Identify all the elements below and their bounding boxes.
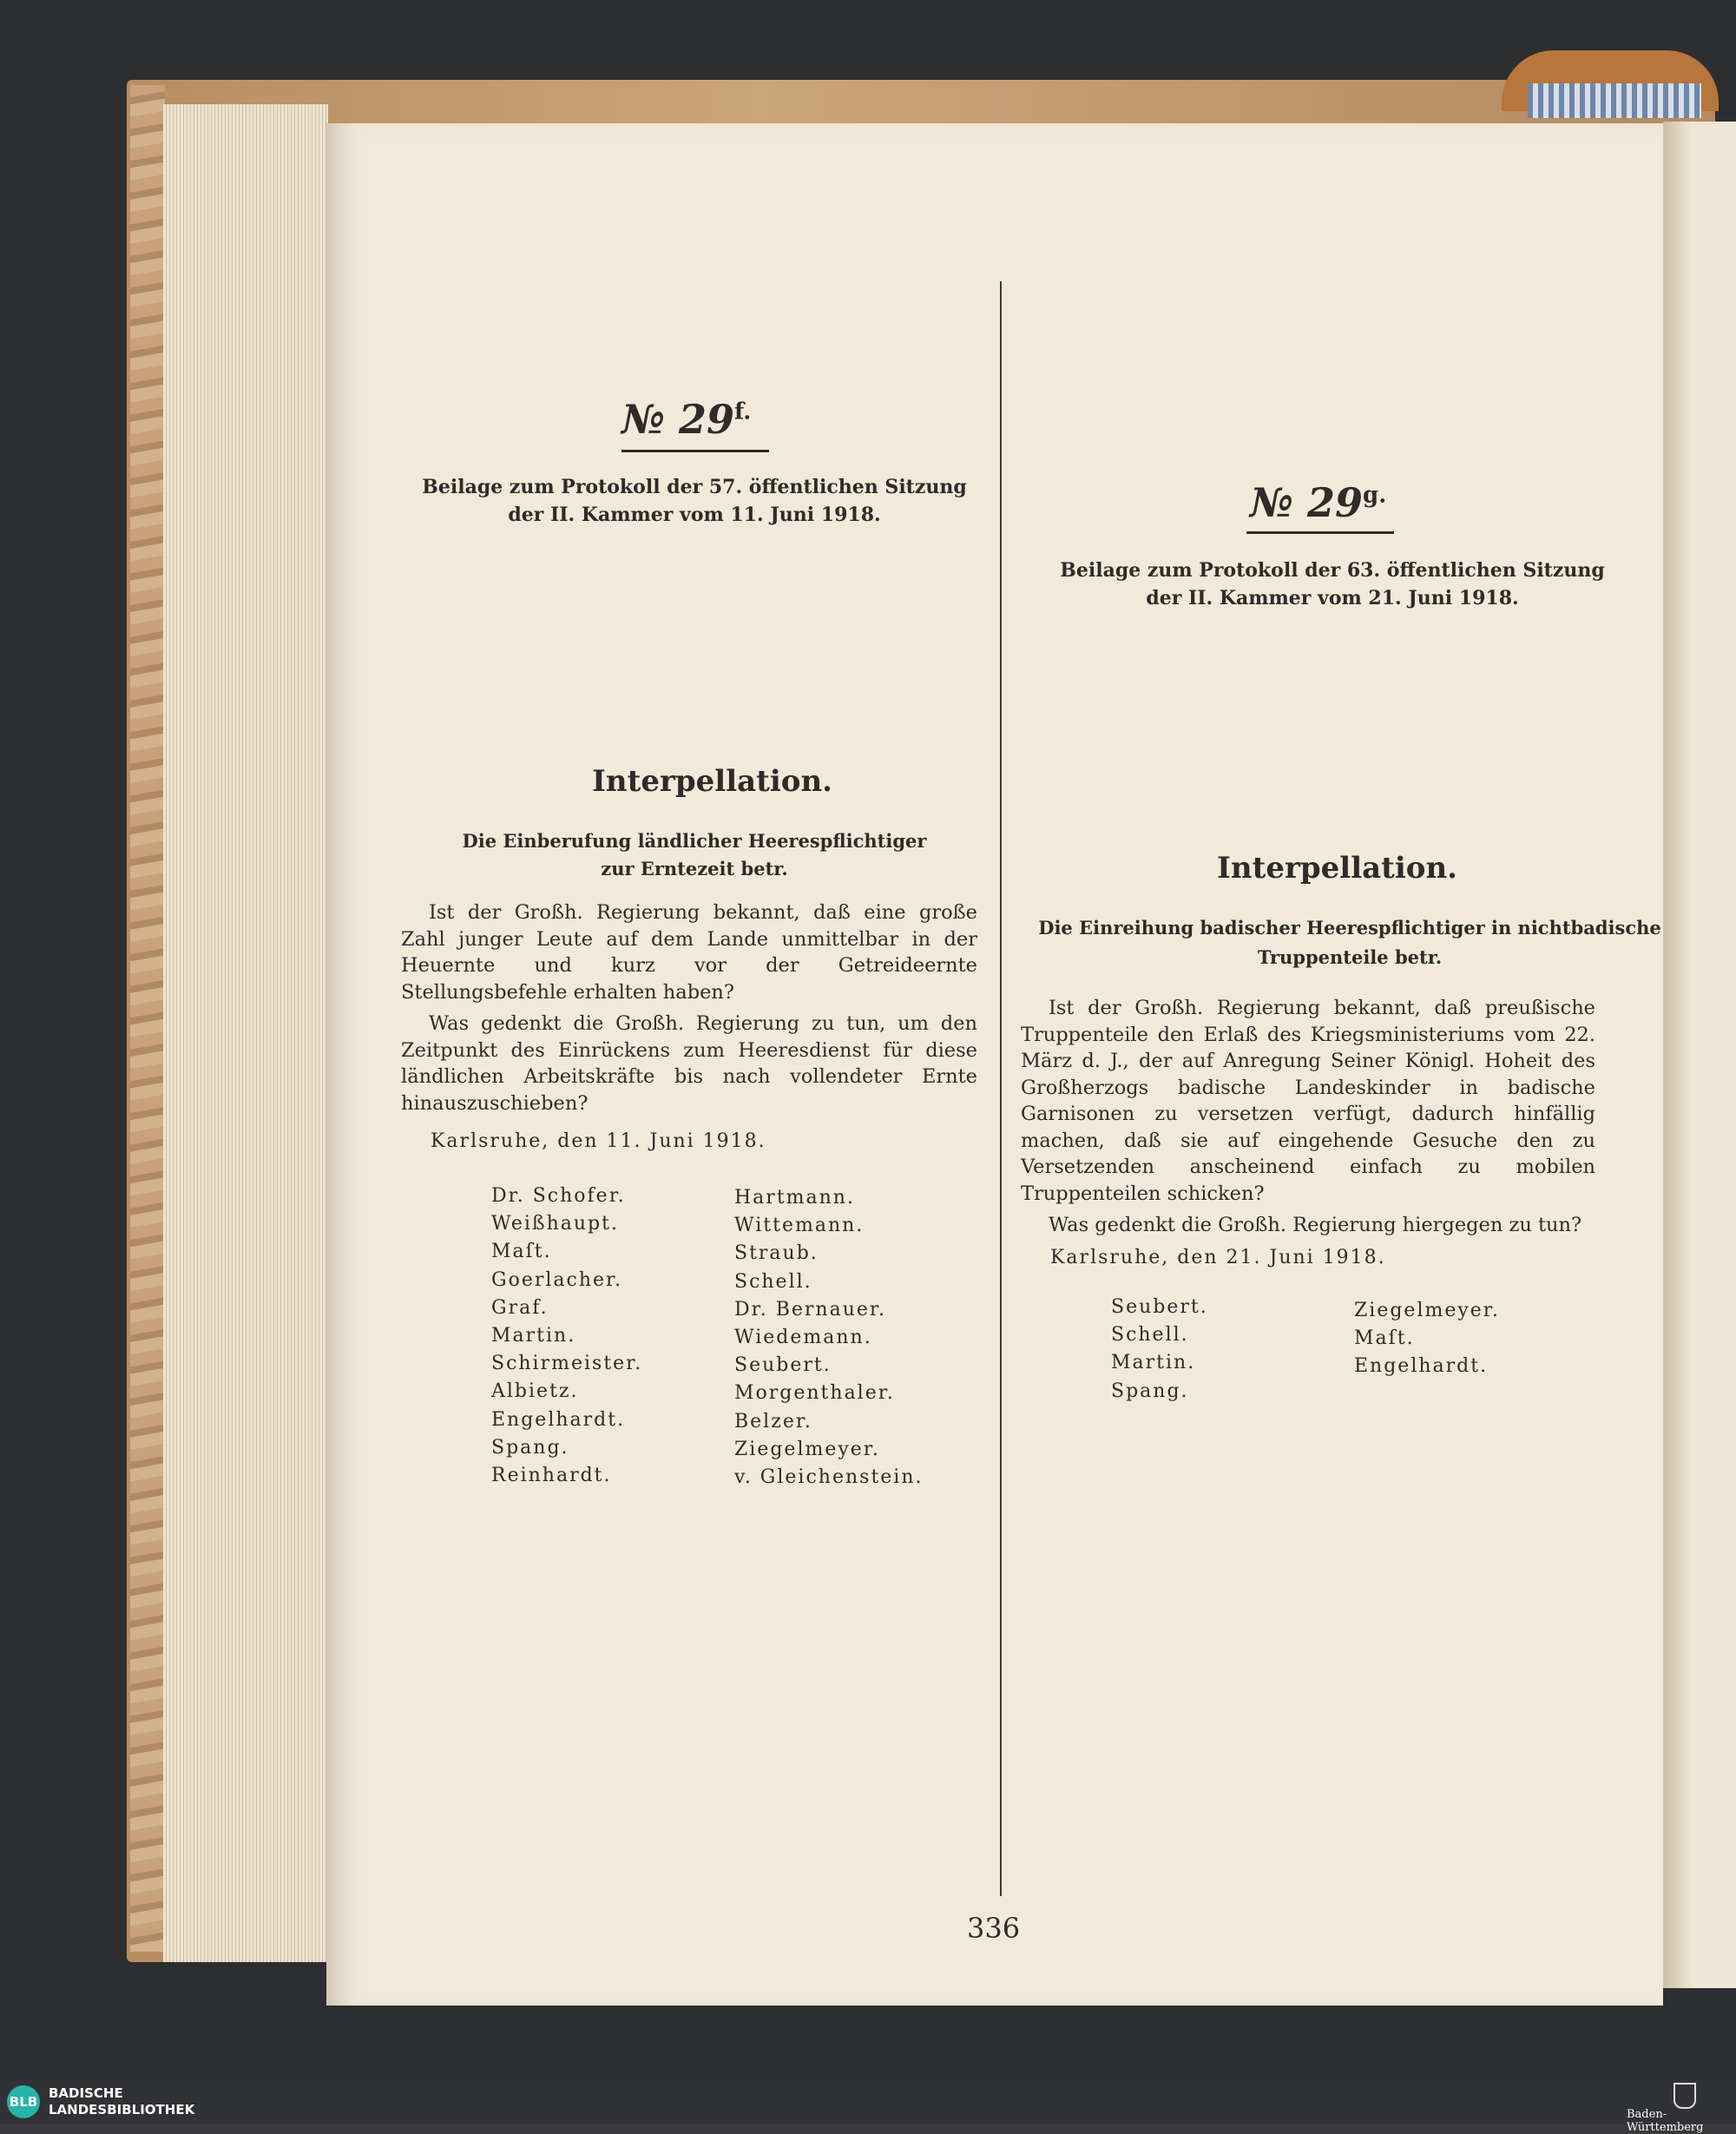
- state-crest-icon: [1674, 2083, 1696, 2109]
- library-name-line2: LANDESBIBLIOTHEK: [49, 2102, 195, 2118]
- body-text-right: [1021, 995, 1595, 1239]
- signer: Wittemann.: [734, 1215, 865, 1237]
- paragraph-2-right: Was gedenkt die Großh. Regierung hiergegen zu tun?: [1049, 1214, 1582, 1236]
- signer: Ziegelmeyer.: [734, 1438, 880, 1460]
- signers-col2-right: [1354, 1297, 1500, 1381]
- paragraph-2-left: Was gedenkt die Großh. Regierung zu tun, um den Zeitpunkt des Einrückens zum Heeresdienst für diese ländlichen Arbeitskräfte bis nach vollendeter Ernte hinauszuschieben?: [401, 1012, 977, 1115]
- page-edges: [163, 104, 328, 1962]
- subhead-line1-right: Die Einreihung badischer Heerespflichtiger in nichtbadische: [1038, 917, 1661, 939]
- bookmark-cloth: [1528, 83, 1701, 118]
- signer: Seubert.: [1111, 1296, 1208, 1318]
- signer: Wiedemann.: [734, 1327, 872, 1349]
- state-name: Baden-Württemberg: [1627, 2108, 1704, 2134]
- page-number: 336: [967, 1912, 1021, 1945]
- beilage-line1-right: Beilage zum Protokoll der 63. öffentlichen Sitzung: [1060, 559, 1605, 582]
- signer: Engelhardt.: [1354, 1355, 1489, 1378]
- signer: Martin.: [1111, 1352, 1196, 1374]
- document-number-right: № $29^{g.}$: [1250, 479, 1387, 526]
- signer: Belzer.: [734, 1410, 812, 1433]
- signer: Schell.: [1111, 1324, 1189, 1347]
- signer: Straub.: [734, 1242, 819, 1265]
- signer: Spang.: [1111, 1380, 1189, 1402]
- beilage-line1-left: Beilage zum Protokoll der 57. öffentlichen Sitzung: [422, 476, 967, 498]
- signer: v. Gleichenstein.: [734, 1466, 924, 1489]
- paragraph-1-right: Ist der Großh. Regierung bekannt, daß preußische Truppenteile den Erlaß des Kriegsministeriums vom 22. März d. J., der auf Anregung Seiner Königl. Hoheit des Großherzogs badische Landeskinder in badische Garnisonen zu versetzen verfügt, dadurch hinfällig machen, daß sie auf eingehende Gesuche den zu Versetzenden anscheinend einfach zu mobilen Truppenteilen schicken?: [1021, 997, 1595, 1205]
- library-name[interactable]: [49, 2085, 194, 2118]
- signers-col2-left: [734, 1184, 924, 1492]
- signer: Schell.: [734, 1270, 812, 1293]
- signers-col1-right: [1111, 1294, 1208, 1406]
- signer: Schirmeister.: [491, 1353, 643, 1375]
- signers-col1-left: [491, 1182, 642, 1490]
- signer: Weißhaupt.: [491, 1213, 619, 1235]
- signer: Martin.: [491, 1325, 576, 1347]
- subhead-line2-left: zur Erntezeit betr.: [601, 858, 788, 879]
- number-underline-left: [621, 450, 769, 452]
- signer: Dr. Schofer.: [491, 1185, 626, 1207]
- signer: Goerlacher.: [491, 1268, 623, 1291]
- marbled-edge: [130, 85, 165, 1952]
- beilage-line2-left: der II. Kammer vom 11. Juni 1918.: [508, 504, 881, 526]
- signer: Maſt.: [1354, 1327, 1415, 1350]
- paragraph-1-left: Ist der Großh. Regierung bekannt, daß eine große Zahl junger Leute auf dem Lande unmittelbar in der Heuernte und kurz vor der Getreideernte Stellungsbefehle erhalten haben?: [401, 901, 977, 1004]
- footer-bar: [0, 2080, 1736, 2124]
- signer: Spang.: [491, 1436, 569, 1459]
- signer: Graf.: [491, 1296, 549, 1319]
- place-date-right: Karlsruhe, den 21. Juni 1918.: [1050, 1247, 1386, 1268]
- signer: Hartmann.: [734, 1187, 855, 1209]
- subhead-line1-left: Die Einberufung ländlicher Heerespflichtiger: [462, 830, 927, 852]
- heading-left: Interpellation.: [592, 764, 832, 799]
- document-number-left: № $29^{f.}$: [621, 396, 752, 443]
- library-logo[interactable]: BLB: [7, 2085, 40, 2118]
- library-name-line1: BADISCHE: [49, 2085, 123, 2101]
- signer: Ziegelmeyer.: [1354, 1300, 1500, 1321]
- facing-page-edge: [1663, 122, 1736, 1988]
- beilage-line2-right: der II. Kammer vom 21. Juni 1918.: [1146, 587, 1519, 609]
- number-underline-right: [1246, 531, 1394, 534]
- subhead-line2-right: Truppenteile betr.: [1257, 946, 1443, 968]
- signer: Engelhardt.: [491, 1408, 626, 1431]
- signer: Seubert.: [734, 1354, 832, 1377]
- signer: Maſt.: [491, 1241, 552, 1263]
- signer: Morgenthaler.: [734, 1382, 895, 1405]
- heading-right: Interpellation.: [1217, 851, 1457, 886]
- signer: Reinhardt.: [491, 1465, 612, 1487]
- signer: Albietz.: [491, 1380, 579, 1403]
- place-date-left: Karlsruhe, den 11. Juni 1918.: [431, 1130, 766, 1152]
- body-text-left: [401, 899, 977, 1116]
- signer: Dr. Bernauer.: [734, 1298, 886, 1321]
